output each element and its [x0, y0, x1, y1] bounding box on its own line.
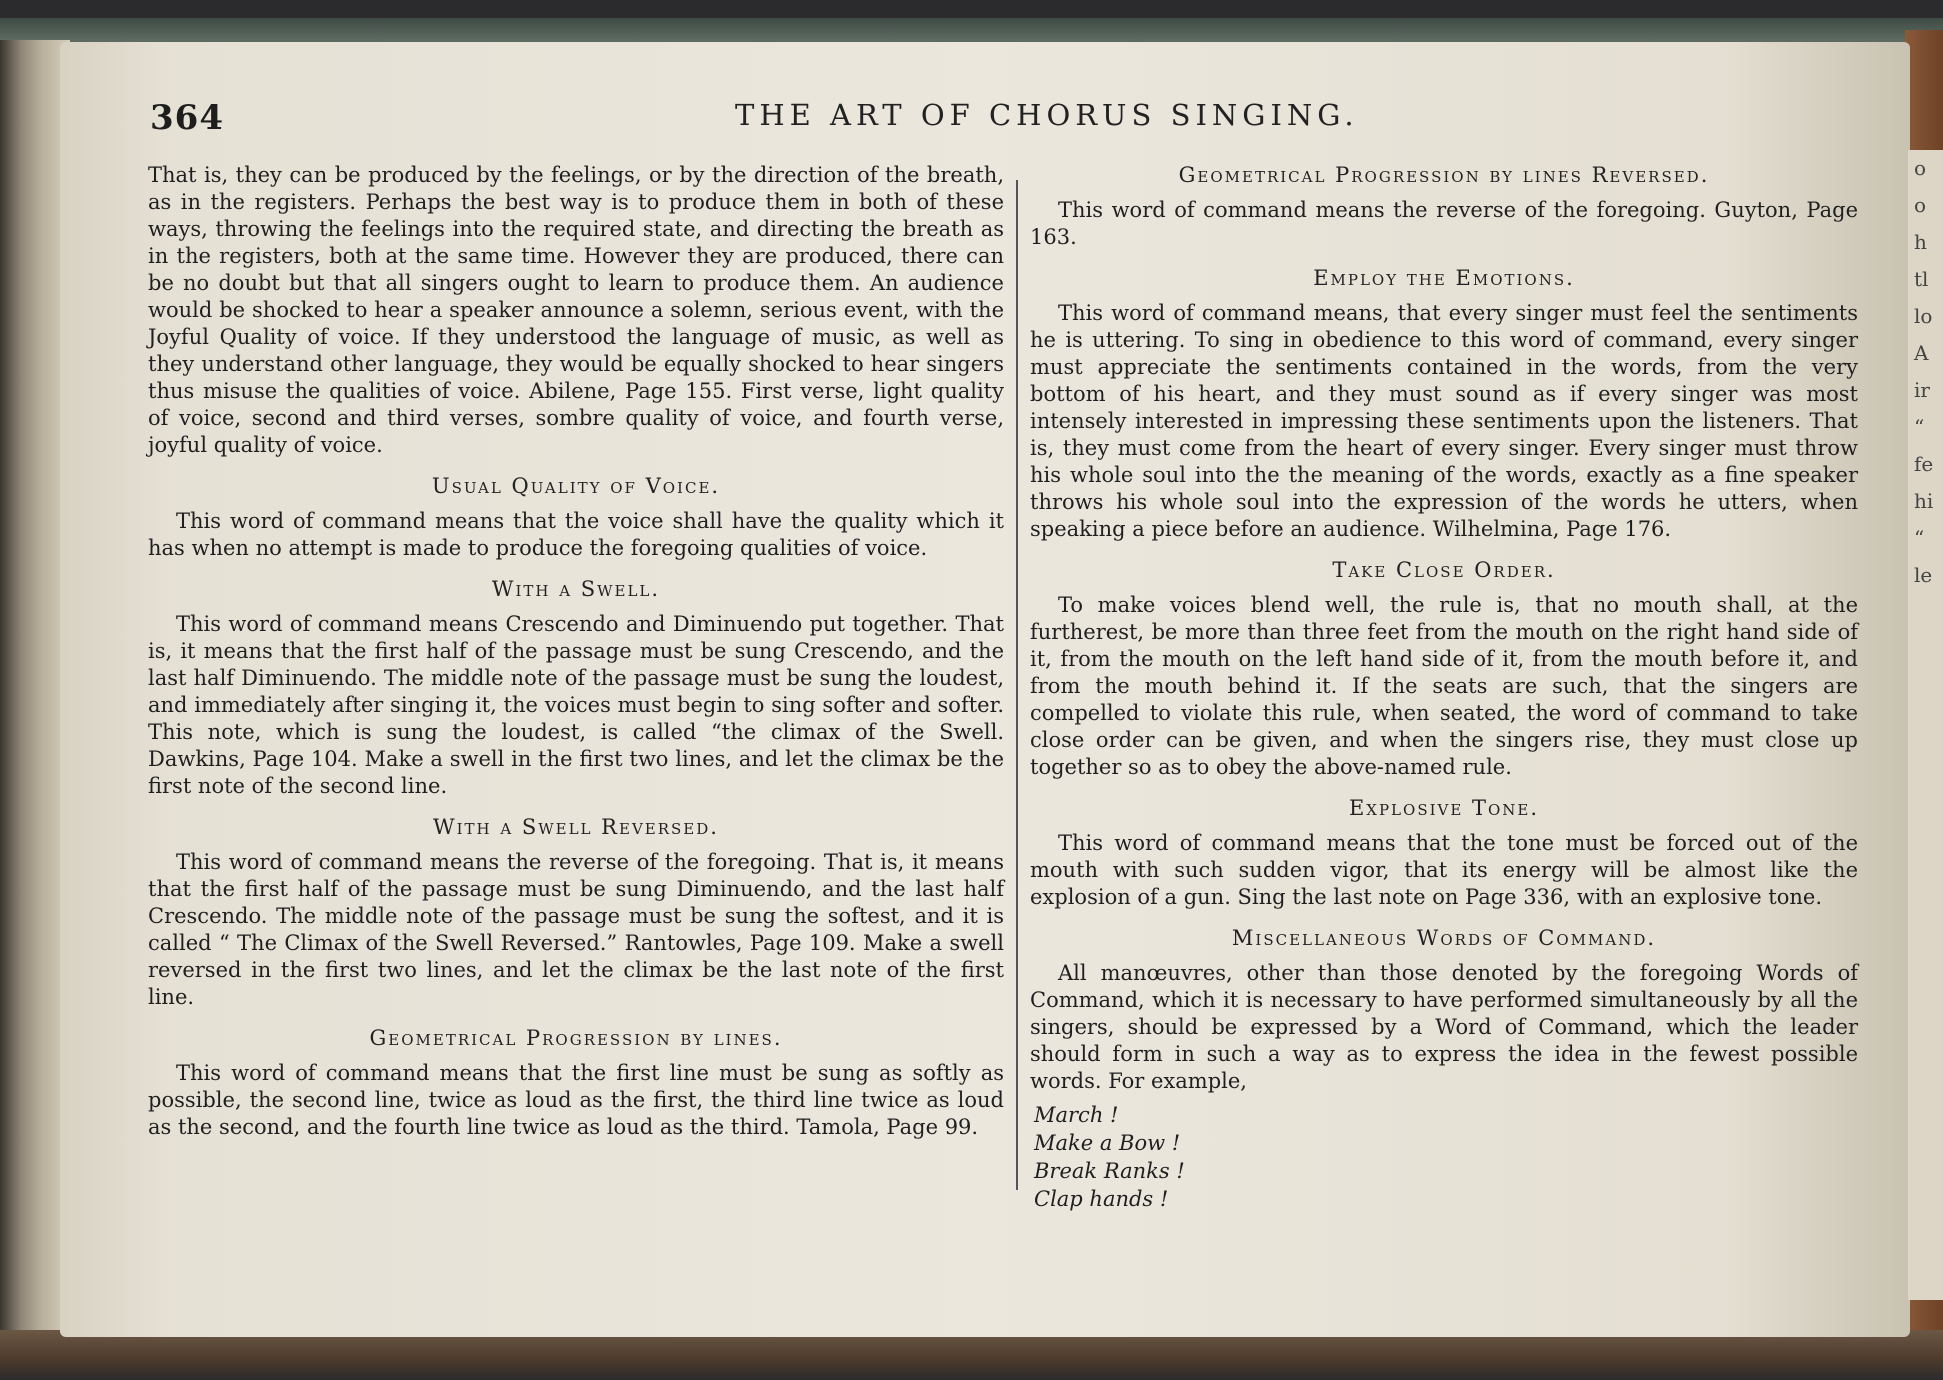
next-page-fragment: “	[1914, 415, 1925, 439]
paragraph: This word of command means the reverse of the foregoing. Guyton, Page 163.	[1030, 198, 1858, 249]
paragraph: All manœuvres, other than those denoted by the foregoing Words of Command, which it is necessary to have performed simultaneously by all the singers, should be expressed by a Word of Command, which the leader should form in such a way as to express the idea in the fewest possible words. For example,	[1030, 961, 1858, 1093]
command-examples	[1034, 1101, 1858, 1213]
paragraph: This word of command means that the voice shall have the quality which it has when no attempt is made to produce the foregoing qualities of voice.	[148, 509, 1004, 560]
section-heading: Miscellaneous Words of Command.	[1231, 926, 1657, 950]
next-page-fragment: le	[1914, 563, 1933, 587]
right-column	[1030, 162, 1858, 1213]
section-heading: Employ the Emotions.	[1313, 266, 1575, 290]
next-page-fragment: h	[1914, 230, 1927, 254]
left-column	[148, 162, 1004, 1147]
next-page-fragment: fe	[1914, 452, 1934, 476]
book-bottom-edge	[0, 1330, 1943, 1380]
section-heading: Take Close Order.	[1332, 558, 1556, 582]
paragraph: This word of command means, that every singer must feel the sentiments he is uttering. To sing in obedience to this word of command, every singer must appreciate the sentiments contained in the words, from the very bottom of his heart, and they must sound as if every singer was most intensely interested in impressing these sentiments upon the listeners. That is, they must come from the heart of every singer. Every singer must throw his whole soul into the the meaning of the words, exactly as a fine speaker throws his whole soul into the expression of the words he utters, when speaking a piece before an audience. Wilhelmina, Page 176.	[1030, 301, 1858, 541]
next-page-fragment: lo	[1914, 304, 1933, 328]
section-heading: With a Swell Reversed.	[433, 815, 719, 839]
paragraph: This word of command means that the first line must be sung as softly as possible, the second line, twice as loud as the first, the third line twice as loud as the second, and the fourth line twice as loud as the third. Tamola, Page 99.	[148, 1061, 1004, 1139]
command-example: March !	[1034, 1103, 1119, 1127]
column-divider	[1016, 180, 1018, 1190]
next-page-fragment: hi	[1914, 489, 1934, 513]
command-example: Make a Bow !	[1034, 1131, 1181, 1155]
next-page-strip	[1908, 150, 1943, 1300]
section-heading: With a Swell.	[491, 577, 661, 601]
next-page-fragment: ir	[1914, 378, 1930, 402]
next-page-fragment: tl	[1914, 267, 1929, 291]
next-page-fragment: o	[1914, 193, 1927, 217]
section-heading: Geometrical Progression by lines.	[369, 1026, 783, 1050]
section-heading: Explosive Tone.	[1348, 796, 1540, 820]
running-title: THE ART OF CHORUS SINGING.	[735, 98, 1359, 132]
page-number: 364	[150, 98, 224, 138]
command-example: Break Ranks !	[1034, 1159, 1185, 1183]
next-page-fragment: A	[1914, 341, 1929, 365]
section-heading: Geometrical Progression by lines Reversed.	[1178, 163, 1710, 187]
command-example: Clap hands !	[1034, 1187, 1169, 1211]
next-page-fragment: o	[1914, 156, 1927, 180]
section-heading: Usual Quality of Voice.	[431, 474, 721, 498]
running-head	[150, 98, 1860, 138]
next-page-fragment: “	[1914, 526, 1925, 550]
paragraph: This word of command means that the tone must be forced out of the mouth with such sudden vigor, that its energy will be almost like the explosion of a gun. Sing the last note on Page 336, with an explosive tone.	[1030, 831, 1858, 909]
paragraph: To make voices blend well, the rule is, that no mouth shall, at the furtherest, be more than three feet from the mouth on the right hand side of it, from the mouth on the left hand side of it, from the mouth before it, and from the mouth behind it. If the seats are such, that the singers are compelled to violate this rule, when seated, the word of command to take close order can be given, and when the singers rise, they must close up together so as to obey the above-named rule.	[1030, 593, 1858, 779]
paragraph: This word of command means Crescendo and Diminuendo put together. That is, it means that the first half of the passage must be sung Crescendo, and the last half Diminuendo. The middle note of the passage must be sung the loudest, and immediately after singing it, the voices must begin to sing softer and softer. This note, which is sung the loudest, is called “the climax of the Swell. Dawkins, Page 104. Make a swell in the first two lines, and let the climax be the first note of the second line.	[148, 612, 1004, 798]
paragraph: This word of command means the reverse of the foregoing. That is, it means that the first half of the passage must be sung Diminuendo, and the last half Crescendo. The middle note of the passage must be sung the softest, and it is called “ The Climax of the Swell Reversed.” Rantowles, Page 109. Make a swell reversed in the first two lines, and let the climax be the last note of the first line.	[148, 850, 1004, 1009]
paragraph: That is, they can be produced by the feelings, or by the direction of the breath, as in the registers. Perhaps the best way is to produce them in both of these ways, throwing the feelings into the required state, and directing the breath as in the registers, both at the same time. However they are produced, there can be no doubt but that all singers ought to learn to produce them. An audience would be shocked to hear a speaker announce a solemn, serious event, with the Joyful Quality of voice. If they understood the language of music, as well as they understand other language, they would be equally shocked to hear singers thus misuse the qualities of voice. Abilene, Page 155. First verse, light quality of voice, second and third verses, sombre quality of voice, and fourth verse, joyful quality of voice.	[148, 163, 1004, 457]
